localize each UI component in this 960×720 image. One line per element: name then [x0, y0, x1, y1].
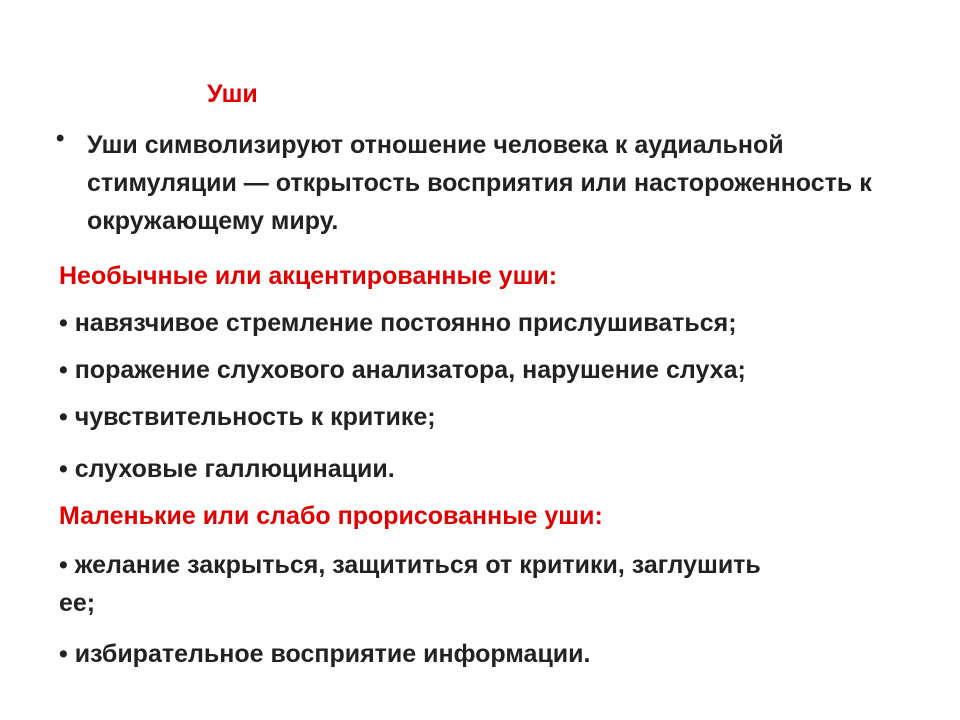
intro-text: Уши символизируют отношение человека к аудиальной стимуляции — открытость восприятия или настороженность к окружающему миру.: [87, 131, 872, 235]
section2-item: • желание закрыться, защититься от критики, заглушить ее;: [59, 551, 761, 617]
section1-heading: Необычные или акцентированные уши:: [59, 262, 558, 290]
section1-item: • чувствительность к критике;: [59, 403, 436, 431]
section1-item: • навязчивое стремление постоянно прислушиваться;: [59, 309, 737, 337]
section2-heading: Маленькие или слабо прорисованные уши:: [59, 502, 603, 530]
section2-item: • избирательное восприятие информации.: [59, 640, 591, 668]
bullet-icon: •: [56, 125, 65, 152]
section1-item: • слуховые галлюцинации.: [59, 455, 395, 483]
intro-bullet: [56, 126, 916, 240]
section1-item: • поражение слухового анализатора, нарушение слуха;: [59, 356, 746, 384]
slide-title: Уши: [207, 80, 258, 108]
